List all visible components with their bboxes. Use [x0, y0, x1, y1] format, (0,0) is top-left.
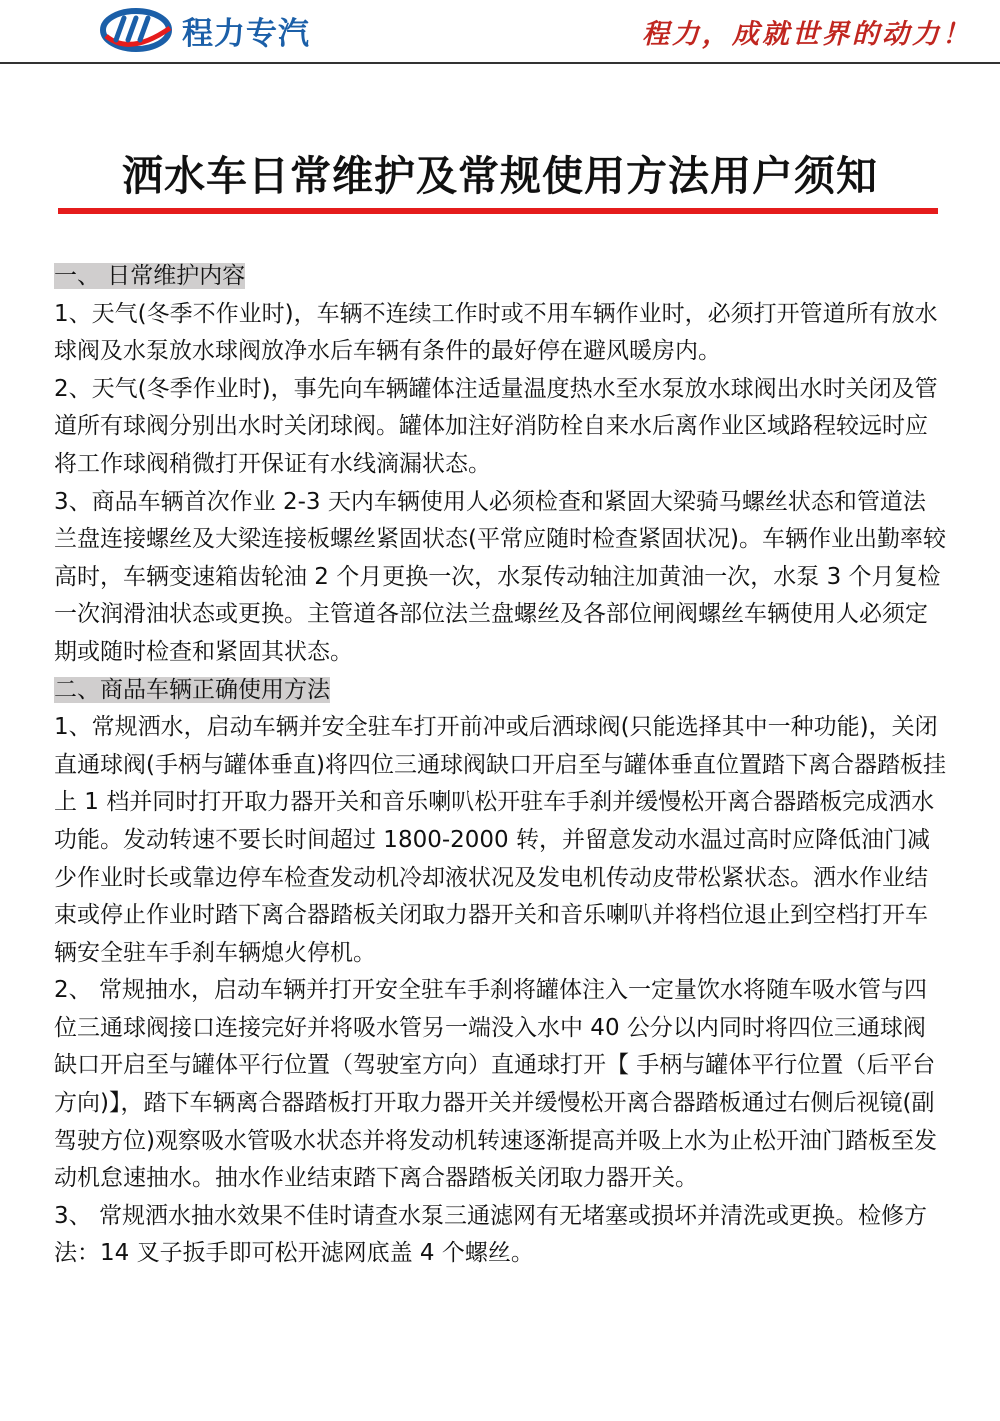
paragraph: 1、天气(冬季不作业时)，车辆不连续工作时或不用车辆作业时，必须打开管道所有放水球阀及水泵放水球阀放净水后车辆有条件的最好停在避风暖房内。	[54, 300, 938, 365]
paragraph: 2、天气(冬季作业时)，事先向车辆罐体注适量温度热水至水泵放水球阀出水时关闭及管道所有球阀分别出水时关闭球阀。罐体加注好消防栓自来水后离作业区域路程较远时应将工作球阀稍微打开保证有水线滴漏状态。	[54, 375, 938, 477]
brand-logo-icon	[100, 6, 176, 54]
brand-name: 程力专汽	[182, 15, 310, 52]
paragraph: 3、商品车辆首次作业 2-3 天内车辆使用人必须检查和紧固大梁骑马螺丝状态和管道法兰盘连接螺丝及大梁连接板螺丝紧固状态(平常应随时检查紧固状况)。车辆作业出勤率较高时，车辆变速箱齿轮油 2 个月更换一次，水泵传动轴注加黄油一次，水泵 3 个月复检一次润滑油状态或更换。主管道各部位法兰盘螺丝及各部位闸阀螺丝车辆使用人必须定期或随时检查和紧固其状态。	[54, 488, 946, 665]
section-heading-maintenance: 一、 日常维护内容	[54, 263, 246, 289]
title-underline	[58, 208, 938, 214]
paragraph: 2、 常规抽水，启动车辆并打开安全驻车手刹将罐体注入一定量饮水将随车吸水管与四位三通球阀接口连接完好并将吸水管另一端没入水中 40 公分以内同时将四位三通球阀缺口开启至与罐体平行位置（驾驶室方向）直通球打开【 手柄与罐体平行位置（后平台方向)】，踏下车辆离合器踏板打开取力器开关并缓慢松开离合器踏板通过右侧后视镜(副驾驶方位)观察吸水管吸水状态并将发动机转速逐渐提高并吸上水为止松开油门踏板至发动机怠速抽水。抽水作业结束踏下离合器踏板关闭取力器开关。	[54, 977, 937, 1192]
section-heading-usage: 二、商品车辆正确使用方法	[54, 676, 330, 703]
paragraph: 1、常规洒水，启动车辆并安全驻车打开前冲或后洒球阀(只能选择其中一种功能)，关闭直通球阀(手柄与罐体垂直)将四位三通球阀缺口开启至与罐体垂直位置踏下离合器踏板挂上 1 档并同时打开取力器开关和音乐喇叭松开驻车手刹并缓慢松开离合器踏板完成洒水功能。发动转速不要长时间超过 1800-2000 转，并留意发动水温过高时应降低油门减少作业时长或靠边停车检查发动机冷却液状况及发电机传动皮带松紧状态。洒水作业结束或停止作业时踏下离合器踏板关闭取力器开关和音乐喇叭并将档位退止到空档打开车辆安全驻车手刹车辆熄火停机。	[54, 714, 946, 966]
page-header	[0, 0, 1000, 70]
document-title: 洒水车日常维护及常规使用方法用户须知	[122, 152, 878, 200]
paragraph: 3、 常规洒水抽水效果不佳时请查水泵三通滤网有无堵塞或损坏并清洗或更换。检修方法：14 叉子扳手即可松开滤网底盖 4 个螺丝。	[54, 1202, 927, 1267]
brand-slogan: 程力，成就世界的动力！	[642, 19, 972, 50]
document-body	[54, 258, 946, 1273]
header-divider	[0, 62, 1000, 64]
brand-logo	[100, 6, 310, 54]
